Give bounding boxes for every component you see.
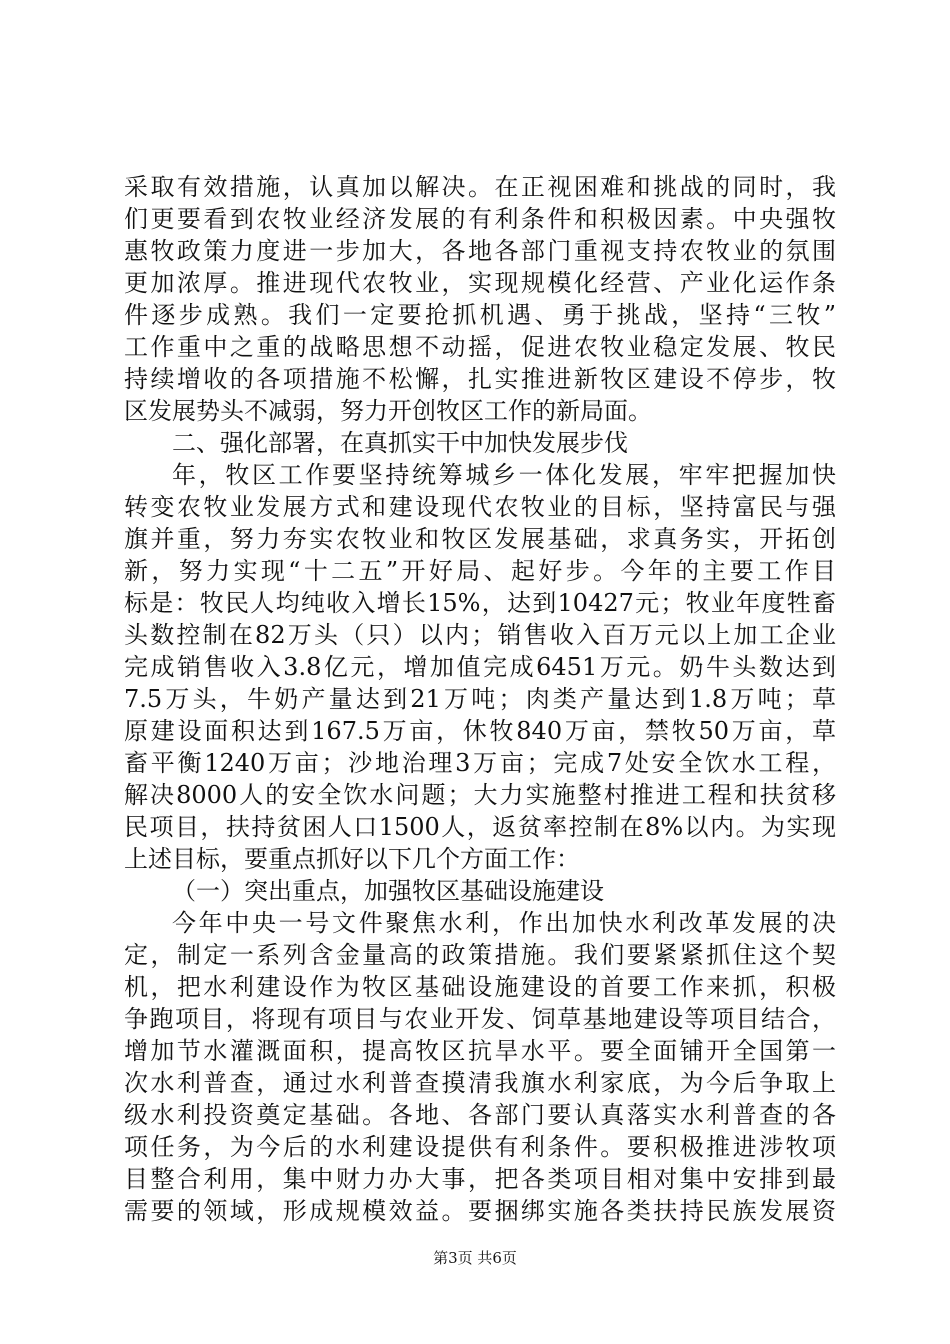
text-line: 更加浓厚。推进现代农牧业，实现规模化经营、产业化运作条 — [124, 269, 836, 297]
text-line: 完成销售收入3.8亿元，增加值完成6451万元。奶牛头数达到 — [124, 653, 836, 681]
text-line: 区发展势头不减弱，努力开创牧区工作的新局面。 — [124, 397, 652, 425]
text-line: 转变农牧业发展方式和建设现代农牧业的目标，坚持富民与强 — [124, 493, 836, 521]
paragraph — [124, 171, 836, 427]
text-line: 们更要看到农牧业经济发展的有利条件和积极因素。中央强牧 — [124, 205, 836, 233]
text-line: 件逐步成熟。我们一定要抢抓机遇、勇于挑战，坚持“三牧” — [124, 301, 836, 329]
paragraph — [124, 907, 836, 1227]
text-line: （一）突出重点，加强牧区基础设施建设 — [172, 877, 604, 905]
text-line: 级水利投资奠定基础。各地、各部门要认真落实水利普查的各 — [124, 1101, 836, 1129]
text-line: 畜平衡1240万亩；沙地治理3万亩；完成7处安全饮水工程， — [124, 749, 836, 777]
text-line: 民项目，扶持贫困人口1500人，返贫率控制在8%以内。为实现 — [124, 813, 836, 841]
text-line: 二、强化部署，在真抓实干中加快发展步伐 — [172, 429, 628, 457]
section-heading — [124, 875, 836, 907]
text-line: 持续增收的各项措施不松懈，扎实推进新牧区建设不停步，牧 — [124, 365, 836, 393]
text-line: 原建设面积达到167.5万亩，休牧840万亩，禁牧50万亩，草 — [124, 717, 836, 745]
text-line: 增加节水灌溉面积，提高牧区抗旱水平。要全面铺开全国第一 — [124, 1037, 836, 1065]
text-line: 7.5万头，牛奶产量达到21万吨；肉类产量达到1.8万吨；草 — [124, 685, 836, 713]
text-line: 定，制定一系列含金量高的政策措施。我们要紧紧抓住这个契 — [124, 941, 836, 969]
text-line: 惠牧政策力度进一步加大，各地各部门重视支持农牧业的氛围 — [124, 237, 836, 265]
document-body — [124, 171, 836, 1227]
text-line: 标是：牧民人均纯收入增长15%，达到10427元；牧业年度牲畜 — [124, 589, 836, 617]
text-line: 需要的领域，形成规模效益。要捆绑实施各类扶持民族发展资 — [124, 1197, 836, 1225]
text-line: 项任务，为今后的水利建设提供有利条件。要积极推进涉牧项 — [124, 1133, 836, 1161]
text-line: 争跑项目，将现有项目与农业开发、饲草基地建设等项目结合， — [124, 1005, 836, 1033]
text-line: 机，把水利建设作为牧区基础设施建设的首要工作来抓，积极 — [124, 973, 836, 1001]
page-footer: 第3页 共6页 — [433, 1249, 517, 1267]
text-line: 工作重中之重的战略思想不动摇，促进农牧业稳定发展、牧民 — [124, 333, 836, 361]
text-line: 解决8000人的安全饮水问题；大力实施整村推进工程和扶贫移 — [124, 781, 836, 809]
text-line: 上述目标，要重点抓好以下几个方面工作： — [124, 845, 580, 873]
paragraph — [124, 459, 836, 875]
text-line: 次水利普查，通过水利普查摸清我旗水利家底，为今后争取上 — [124, 1069, 836, 1097]
section-heading — [124, 427, 836, 459]
text-line: 旗并重，努力夯实农牧业和牧区发展基础，求真务实，开拓创 — [124, 525, 836, 553]
text-line: 头数控制在82万头（只）以内；销售收入百万元以上加工企业 — [124, 621, 836, 649]
text-line: 新，努力实现“十二五”开好局、起好步。今年的主要工作目 — [124, 557, 836, 585]
text-line: 目整合利用，集中财力办大事，把各类项目相对集中安排到最 — [124, 1165, 836, 1193]
text-line: 采取有效措施，认真加以解决。在正视困难和挑战的同时，我 — [124, 173, 836, 201]
text-line: 今年中央一号文件聚焦水利，作出加快水利改革发展的决 — [172, 909, 836, 937]
text-line: 年，牧区工作要坚持统筹城乡一体化发展，牢牢把握加快 — [172, 461, 836, 489]
